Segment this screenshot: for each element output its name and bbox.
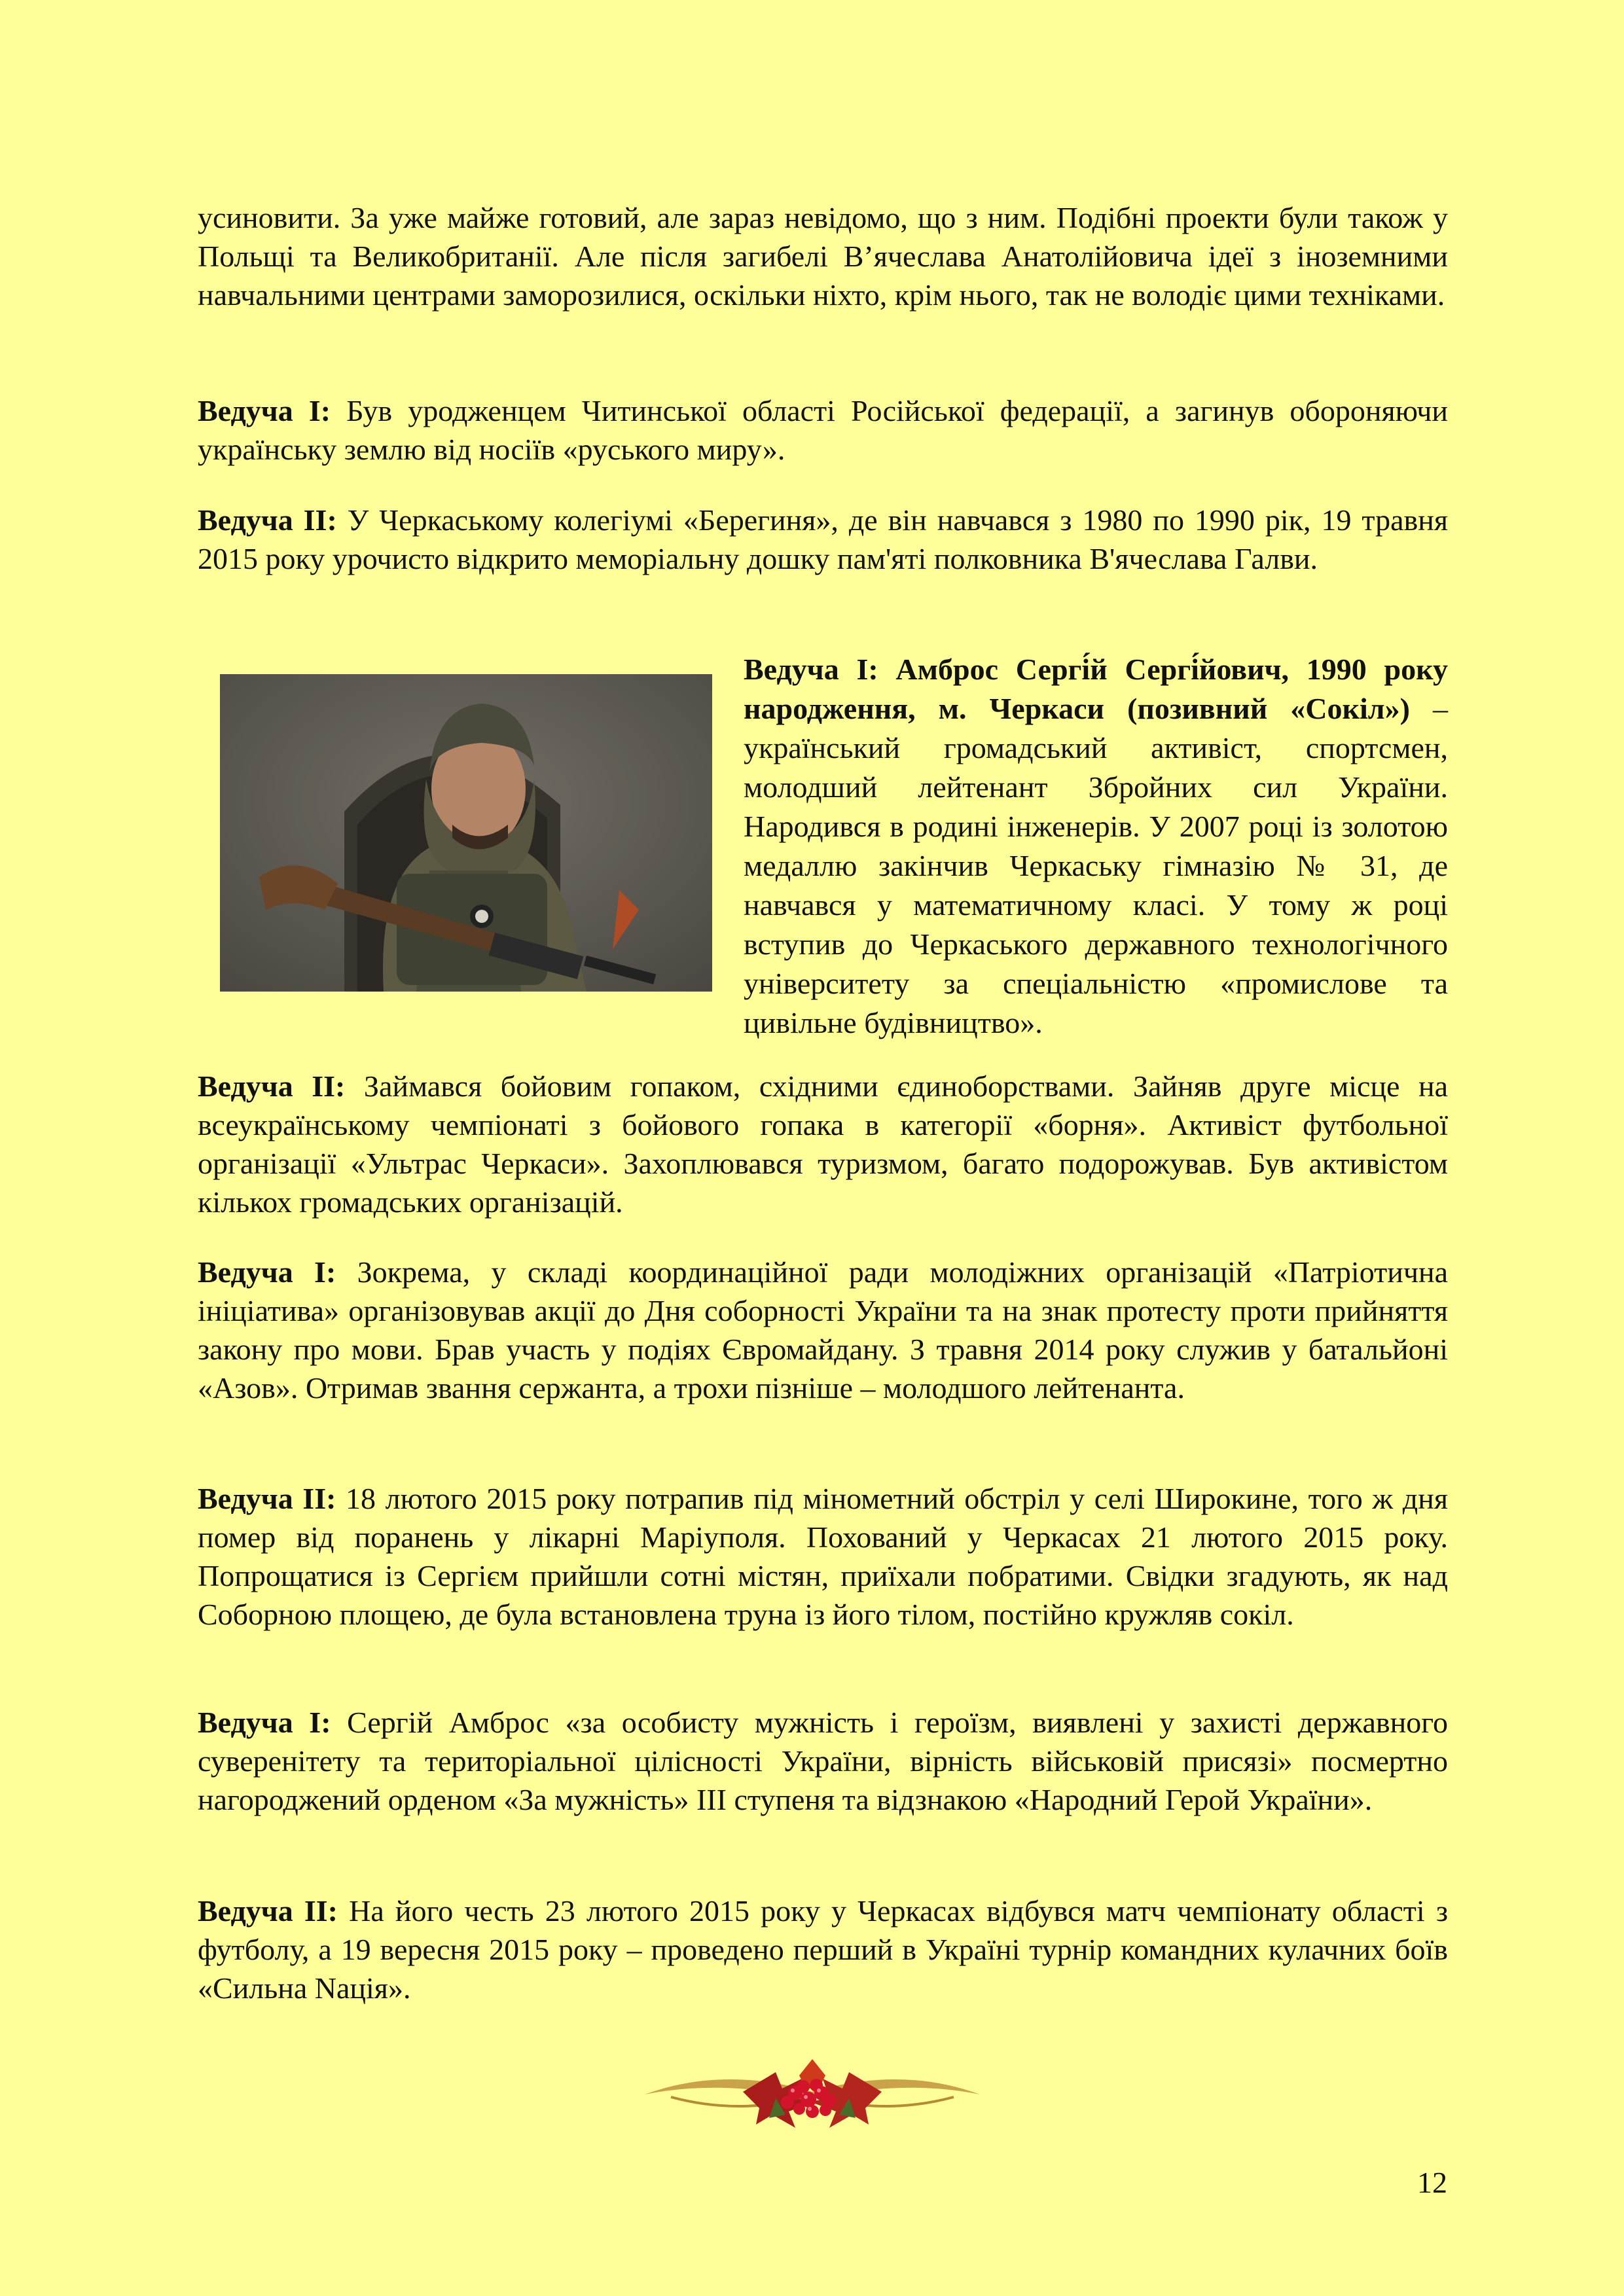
- paragraph-text: Був уродженцем Читинської області Російської федерації, а загинув обороняючи українську землю від носіїв «руського миру».: [198, 394, 1448, 466]
- speaker-label: Ведуча ІІ:: [198, 503, 337, 537]
- paragraph: [198, 1703, 1448, 1819]
- speaker-heading: Ведуча І: Амброс Сергі́й Сергі́йович, 1990 року народження, м. Черкаси (позивний «Сокіл»): [744, 653, 1448, 725]
- speaker-label: Ведуча І:: [198, 1706, 331, 1739]
- photo-side-text: [744, 650, 1448, 1043]
- viburnum-berries-leaves-ornament: [645, 2053, 980, 2136]
- paragraph: [198, 391, 1448, 469]
- page-number: 12: [1417, 2166, 1447, 2199]
- paragraph-text: У Черкаському колегіумі «Берегиня», де він навчався з 1980 по 1990 рік, 19 травня 2015 року урочисто відкрито меморіальну дошку пам'яті полковника В'ячеслава Галви.: [198, 503, 1449, 575]
- speaker-label: Ведуча ІІ:: [198, 1894, 338, 1928]
- paragraph-text: – український громадський активіст, спортсмен, молодший лейтенант Збройних сил України. Народився в родині інженерів. У 2007 році із золотою медаллю закінчив Черкаську гімназію № 31, де навчався у математичному класі. У тому ж році вступив до Черкаського державного технологічного університету за спеціальністю «промислове та цивільне будівництво».: [744, 692, 1448, 1039]
- text-block: [198, 1703, 1448, 1819]
- paragraph-text: На його честь 23 лютого 2015 року у Черкасах відбувся матч чемпіонату області з футболу, а 19 вересня 2015 року – проведено перший в Україні турнір командних кулачних боїв «Сильна Nація».: [198, 1894, 1449, 2005]
- paragraph-text: усиновити. За уже майже готовий, але зараз невідомо, що з ним. Подібні проекти були також у Польщі та Великобританії. Але після загибелі В’ячеслава Анатолійовича ідеї з іноземними навчальними центрами заморозилися, оскільки ніхто, крім нього, так не володіє цими техніками.: [198, 201, 1448, 312]
- speaker-label: Ведуча І:: [198, 394, 331, 427]
- text-block: [198, 501, 1448, 578]
- speaker-label: Ведуча І:: [198, 1255, 336, 1289]
- paragraph: [744, 650, 1448, 1043]
- paragraph: [198, 1253, 1448, 1407]
- paragraph: [198, 1479, 1448, 1634]
- paragraph-text: 18 лютого 2015 року потрапив під мінометний обстріл у селі Широкине, того ж дня помер від поранень у лікарні Маріуполя. Похований у Черкасах 21 лютого 2015 року. Попрощатися із Сергієм прийшли сотні містян, приїхали побратими. Свідки згадують, як над Соборною площею, де була встановлена труна із його тілом, постійно кружляв сокіл.: [198, 1482, 1448, 1631]
- speaker-label: Ведуча ІІ:: [198, 1482, 336, 1515]
- text-block: [198, 391, 1448, 469]
- text-block: [198, 1067, 1448, 1221]
- paragraph: [198, 1067, 1448, 1221]
- paragraph-text: Зокрема, у складі координаційної ради молодіжних організацій «Патріотична ініціатива» організовував акції до Дня соборності України та на знак протесту проти прийняття закону про мови. Брав участь у подіях Євромайдану. З травня 2014 року служив у батальйоні «Азов». Отримав звання сержанта, а трохи пізніше – молодшого лейтенанта.: [198, 1255, 1448, 1405]
- text-block: [198, 1253, 1448, 1407]
- paragraph: [198, 198, 1448, 314]
- photo-illustration: [220, 674, 712, 992]
- paragraph-text: Сергій Амброс «за особисту мужність і героїзм, виявлені у захисті державного суверенітету та територіальної цілісності України, вірність військовій присязі» посмертно нагороджений орденом «За мужність» ІІІ ступеня та відзнакою «Народний Герой України».: [198, 1706, 1448, 1816]
- paragraph: [198, 501, 1448, 578]
- speaker-label: Ведуча ІІ:: [198, 1069, 346, 1103]
- text-block: [198, 1479, 1448, 1634]
- text-block: [198, 1892, 1448, 2007]
- paragraph-text: Займався бойовим гопаком, східними єдиноборствами. Зайняв друге місце на всеукраїнському чемпіонаті з бойового гопака в категорії «борня». Активіст футбольної організації «Ультрас Черкаси». Захоплювався туризмом, багато подорожував. Був активістом кількох громадських організацій.: [198, 1069, 1448, 1219]
- paragraph: [198, 1892, 1448, 2007]
- text-block-top: [198, 198, 1448, 314]
- soldier-portrait-photo: [220, 674, 712, 992]
